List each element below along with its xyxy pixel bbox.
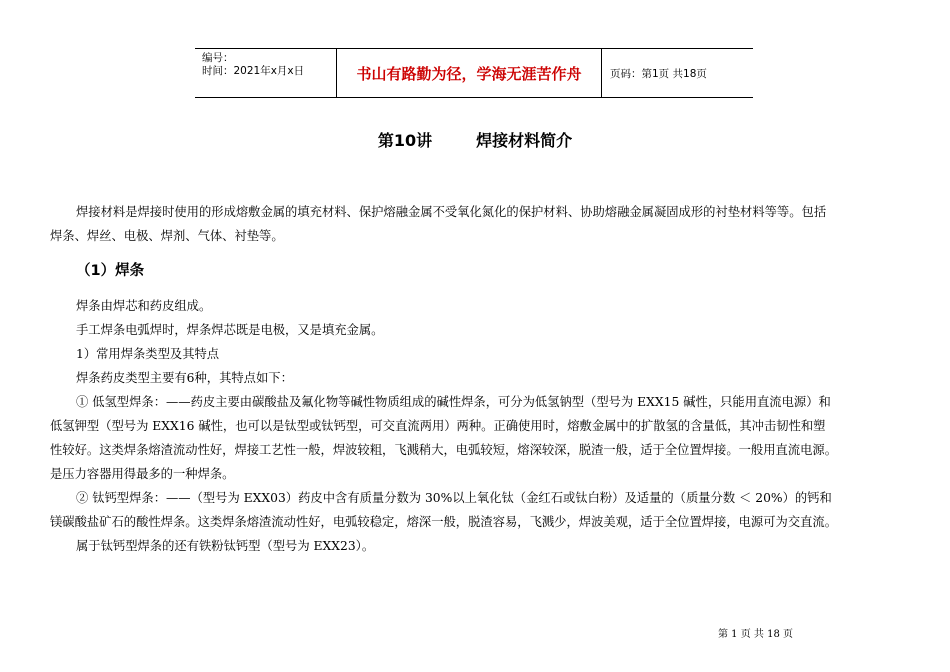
header-motto: 书山有路勤为径，学海无涯苦作舟 bbox=[337, 49, 602, 97]
header-meta bbox=[195, 49, 337, 97]
intro-line: 焊条、焊丝、电极、焊剂、气体、衬垫等。 bbox=[50, 229, 284, 243]
intro-paragraph bbox=[50, 200, 908, 248]
header-number-label: 编号： bbox=[202, 52, 234, 64]
document-title bbox=[0, 128, 950, 151]
section-heading: （1）焊条 bbox=[76, 263, 145, 279]
body-line: 焊条由焊芯和药皮组成。 bbox=[76, 299, 212, 313]
body-line: 手工焊条电弧焊时，焊条焊芯既是电极，又是填充金属。 bbox=[76, 323, 384, 337]
header-page-info: 页码：第1页 共18页 bbox=[610, 67, 707, 80]
page-footer: 第 1 页 共 18 页 bbox=[718, 629, 793, 640]
body-line: 低氢钾型（型号为 EXX16 碱性，也可以是钛型或钛钙型，可交直流两用）两种。正确使用时，熔敷金属中的扩散氢的含量低，其冲击韧性和塑 bbox=[50, 419, 826, 433]
title-topic: 焊接材料简介 bbox=[476, 131, 573, 150]
body-line: 1）常用焊条类型及其特点 bbox=[76, 347, 220, 361]
body-line: 是压力容器用得最多的一种焊条。 bbox=[50, 467, 235, 481]
page-header bbox=[195, 48, 753, 98]
header-date: 时间：2021年x月x日 bbox=[202, 65, 305, 77]
body-line: ② 钛钙型焊条：——（型号为 EXX03）药皮中含有质量分数为 30%以上氧化钛（金红石或钛白粉）及适量的（质量分数 ＜ 20%）的钙和 bbox=[76, 491, 832, 505]
title-lecture: 第10讲 bbox=[377, 131, 433, 150]
section-body bbox=[50, 294, 908, 558]
body-line: 焊条药皮类型主要有6种，其特点如下： bbox=[76, 371, 293, 385]
body-line: 属于钛钙型焊条的还有铁粉钛钙型（型号为 EXX23）。 bbox=[76, 539, 375, 553]
body-line: 镁碳酸盐矿石的酸性焊条。这类焊条熔渣流动性好，电弧较稳定，熔深一般，脱渣容易，飞溅少，焊波美观，适于全位置焊接，电源可为交直流。 bbox=[50, 515, 838, 529]
body-line: 性较好。这类焊条熔渣流动性好，焊接工艺性一般，焊波较粗，飞溅稍大，电弧较短，熔深较深，脱渣一般，适于全位置焊接。一般用直流电源。 bbox=[50, 443, 838, 457]
body-line: ① 低氢型焊条：——药皮主要由碳酸盐及氟化物等碱性物质组成的碱性焊条，可分为低氢钠型（型号为 EXX15 碱性，只能用直流电源）和 bbox=[76, 395, 831, 409]
intro-line: 焊接材料是焊接时使用的形成熔敷金属的填充材料、保护熔融金属不受氧化氮化的保护材料、协助熔融金属凝固成形的衬垫材料等等。包括 bbox=[76, 205, 827, 219]
